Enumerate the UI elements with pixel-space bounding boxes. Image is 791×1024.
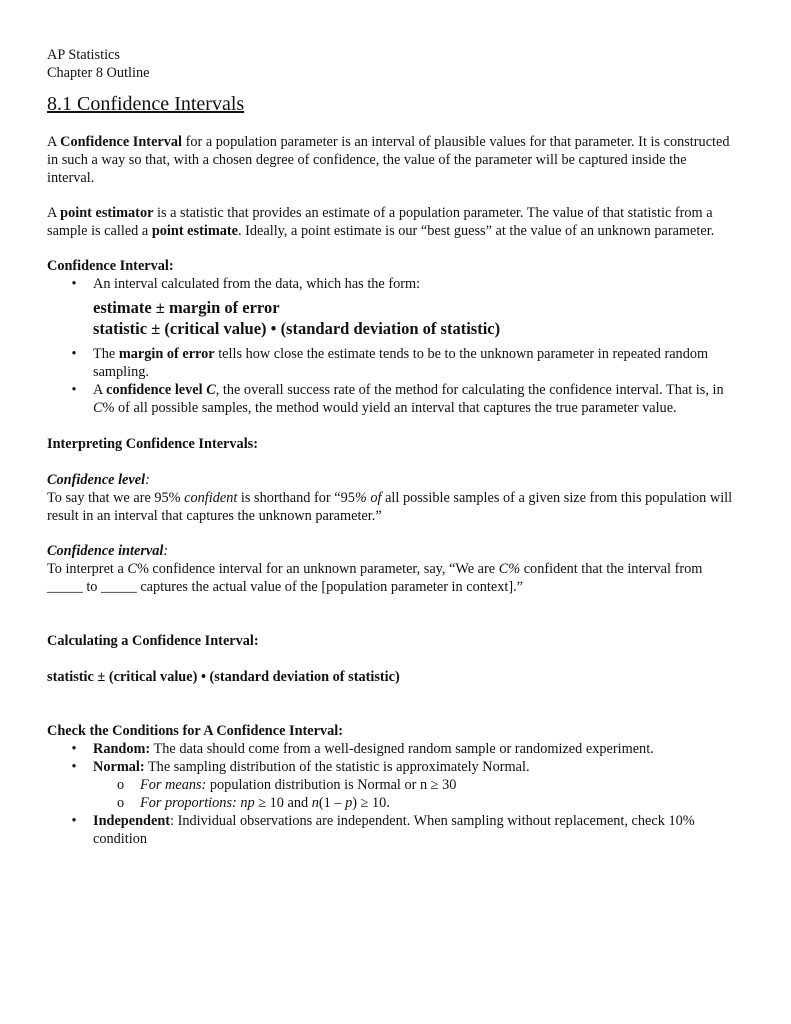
list-item — [47, 758, 737, 776]
confidence-level-explanation — [47, 489, 737, 525]
text-span: for a population parameter is an interval of plausible values for that parameter. It is constructed in such a way so that, with a chosen degree of confidence, the value of the parameter will be captured inside the interval. — [47, 134, 730, 186]
list-item — [47, 776, 737, 794]
calculating-heading: Calculating a Confidence Interval: — [47, 633, 259, 649]
list-item-text: An interval calculated from the data, which has the form: — [93, 276, 421, 292]
list-item — [47, 381, 737, 417]
term-c: C — [206, 382, 216, 398]
text-span: A — [47, 134, 61, 150]
text-span: confident — [184, 490, 238, 506]
text-span: To interpret a — [47, 561, 128, 577]
interpreting-heading: Interpreting Confidence Intervals: — [47, 436, 258, 452]
term-margin-of-error: margin of error — [118, 346, 215, 362]
text-span: The sampling distribution of the statistic is approximately Normal. — [144, 759, 530, 775]
condition-normal-label: Normal: — [93, 759, 145, 775]
ci-bullet-list-2 — [47, 345, 737, 417]
list-item — [47, 812, 737, 848]
conditions-list-2 — [47, 812, 737, 848]
means-label: For means: — [140, 777, 207, 793]
conditions-list — [47, 740, 737, 776]
bullet-icon: • — [71, 813, 77, 829]
ci-bullet-list — [47, 275, 737, 293]
bullet-icon: • — [71, 759, 77, 775]
var-c: C — [93, 400, 103, 416]
text-span: , the overall success rate of the method for calculating the confidence interval. That is, in — [215, 382, 724, 398]
text-span: The data should come from a well-designed random sample or randomized experiment. — [150, 741, 654, 757]
condition-independent-label: Independent — [93, 813, 171, 829]
confidence-interval-explanation — [47, 560, 737, 596]
text-span: (1 – — [318, 795, 346, 811]
term-confidence-level: confidence level — [106, 382, 207, 398]
var-c-percent: C% — [498, 561, 521, 577]
conditions-section — [47, 722, 737, 848]
hollow-bullet-icon: o — [117, 777, 125, 793]
document-page — [47, 46, 737, 848]
text-span: % confidence interval for an unknown parameter, say, “We are — [136, 561, 499, 577]
text-span: : — [145, 472, 150, 488]
interpreting-section — [47, 435, 737, 596]
calculating-section — [47, 632, 737, 686]
ci-formula-block — [47, 297, 737, 339]
text-span: ≥ 10 and — [254, 795, 312, 811]
text-span: ) ≥ 10. — [352, 795, 390, 811]
text-span: A — [47, 205, 61, 221]
text-span: . Ideally, a point estimate is our “best guess” at the value of an unknown parameter. — [237, 223, 715, 239]
proportions-label: For proportions: np — [140, 795, 255, 811]
bullet-icon: • — [71, 382, 77, 398]
formula-estimate: estimate ± margin of error — [93, 298, 280, 317]
list-item — [47, 275, 737, 293]
text-span: % of — [354, 490, 382, 506]
calculating-formula: statistic ± (critical value) • (standard deviation of statistic) — [47, 669, 400, 685]
condition-random-label: Random: — [93, 741, 151, 757]
var-p: p — [345, 795, 353, 811]
text-span: all possible samples of a given size from this population will result in an interval that captures the unknown parameter.” — [47, 490, 733, 524]
bullet-icon: • — [71, 741, 77, 757]
confidence-level-label: Confidence level — [47, 472, 146, 488]
confidence-interval-label: Confidence interval — [47, 543, 164, 559]
bullet-icon: • — [71, 346, 77, 362]
term-point-estimator: point estimator — [60, 205, 154, 221]
formula-statistic: statistic ± (critical value) • (standard deviation of statistic) — [93, 319, 501, 338]
text-span: confident that the interval from _____ to _____ captures the actual value of the [population parameter in context].” — [47, 561, 703, 595]
course-name: AP Statistics — [47, 47, 120, 63]
term-confidence-interval: Confidence Interval — [60, 134, 183, 150]
var-c: C — [127, 561, 137, 577]
text-span: : — [163, 543, 169, 559]
point-estimator-definition — [47, 204, 737, 240]
text-span: : Individual observations are independent. When sampling without replacement, check 10% condition — [93, 813, 695, 847]
bullet-icon: • — [71, 276, 77, 292]
conditions-heading: Check the Conditions for A Confidence Interval: — [47, 723, 344, 739]
confidence-interval-definition — [47, 133, 737, 187]
ci-heading: Confidence Interval: — [47, 258, 174, 274]
text-span: The — [93, 346, 119, 362]
chapter-name: Chapter 8 Outline — [47, 65, 150, 81]
list-item — [47, 740, 737, 758]
list-item — [47, 345, 737, 381]
var-n: n — [311, 795, 319, 811]
confidence-level-label-line — [47, 471, 737, 489]
term-point-estimate: point estimate — [151, 223, 238, 239]
text-span: population distribution is Normal or n ≥ 30 — [206, 777, 457, 793]
text-span: % of all possible samples, the method would yield an interval that captures the true parameter value. — [102, 400, 677, 416]
section-title: 8.1 Confidence Intervals — [47, 93, 245, 115]
text-span: tells how close the estimate tends to be to the unknown parameter in repeated random sampling. — [93, 346, 709, 380]
text-span: To say that we are 95% — [47, 490, 185, 506]
confidence-interval-section — [47, 257, 737, 417]
confidence-interval-label-line — [47, 542, 737, 560]
hollow-bullet-icon: o — [117, 795, 125, 811]
normal-sub-list — [47, 776, 737, 812]
text-span: is shorthand for “95 — [237, 490, 355, 506]
document-header — [47, 46, 737, 82]
text-span: is a statistic that provides an estimate of a population parameter. The value of that statistic from a sample is called a — [47, 205, 713, 239]
list-item — [47, 794, 737, 812]
text-span: A — [93, 382, 107, 398]
